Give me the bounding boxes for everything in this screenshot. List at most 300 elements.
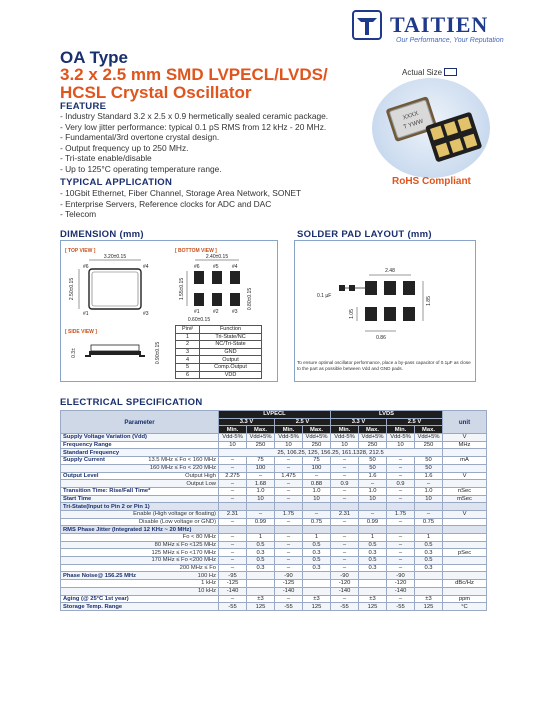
- spec-value: 2.31: [331, 510, 359, 518]
- spec-parameter: [61, 572, 219, 580]
- electrical-heading: ELECTRICAL SPECIFICATION: [60, 397, 203, 408]
- spec-value: –: [387, 464, 415, 472]
- spec-parameter: [61, 487, 219, 495]
- spec-value: Vdd+5%: [359, 434, 387, 442]
- brand-logo: [352, 10, 552, 44]
- spec-value: 125: [247, 603, 275, 611]
- spec-value: –: [219, 549, 247, 557]
- spec-parameter: [61, 510, 219, 518]
- spec-value: –: [247, 472, 275, 480]
- spec-value: -95: [219, 572, 247, 580]
- minmax-header: Min.: [219, 426, 247, 434]
- spec-value: [387, 526, 415, 534]
- spec-value: [359, 587, 387, 595]
- spec-value: 0.75: [303, 518, 331, 526]
- spec-value: –: [387, 557, 415, 565]
- spec-value: 10: [275, 441, 303, 449]
- spec-row: [61, 541, 487, 549]
- spec-parameter-name: Start Time: [63, 495, 92, 502]
- spec-value: ±3: [303, 595, 331, 603]
- spec-unit: V: [443, 472, 487, 480]
- spec-value: [247, 572, 275, 580]
- spec-parameter: [61, 580, 219, 588]
- spec-value: 2.275: [219, 472, 247, 480]
- spec-value: –: [275, 518, 303, 526]
- spec-value: –: [387, 534, 415, 542]
- spec-value: Vdd+5%: [303, 434, 331, 442]
- spec-condition: 170 MHz ≤ Fo <200 MHz: [151, 557, 216, 564]
- spec-value: [303, 580, 331, 588]
- spec-unit: dBc/Hz: [443, 580, 487, 588]
- feature-item: - Fundamental/3rd overtone crystal design.: [60, 132, 220, 143]
- spec-value: 0.5: [359, 541, 387, 549]
- feature-heading: FEATURE: [60, 101, 107, 112]
- spec-unit: V: [443, 510, 487, 518]
- bottom-pin-1: #1: [194, 309, 200, 315]
- spec-value: 1.6: [415, 472, 443, 480]
- spec-parameter: [61, 480, 219, 488]
- spec-parameter: [61, 449, 219, 457]
- solder-pad-heading: SOLDER PAD LAYOUT (mm): [297, 229, 432, 240]
- spec-value: 0.5: [415, 541, 443, 549]
- spec-value: 0.5: [303, 557, 331, 565]
- actual-size-text: Actual Size: [402, 68, 443, 77]
- spec-value: [415, 526, 443, 534]
- spec-parameter: [61, 541, 219, 549]
- spec-value: 1.475: [275, 472, 303, 480]
- spec-value: [247, 503, 275, 511]
- spec-value: [331, 526, 359, 534]
- spec-value: 50: [415, 464, 443, 472]
- solder-pad-note: To ensure optimal oscillator performance, place a by-pass capacitor of 0.1µF as close to the part as possible between Vdd and GND pads.: [297, 360, 471, 372]
- spec-value: –: [275, 457, 303, 465]
- pin-table-header-function: Function: [200, 326, 262, 334]
- spec-value: 10: [359, 495, 387, 503]
- spec-value: –: [387, 541, 415, 549]
- brand-name: TAITIEN: [390, 12, 489, 37]
- spec-value: -55: [275, 603, 303, 611]
- pad-dim-left: 1.05: [349, 309, 355, 319]
- spec-value: –: [331, 472, 359, 480]
- spec-parameter: [61, 534, 219, 542]
- pin-number: 2: [176, 341, 200, 349]
- minmax-header: Max.: [359, 426, 387, 434]
- spec-value: –: [331, 495, 359, 503]
- spec-row: [61, 449, 487, 457]
- application-item: - Telecom: [60, 209, 97, 220]
- side-lead-dim: 0.3±: [71, 348, 77, 358]
- spec-condition: 80 MHz ≤ Fo <125 MHz: [154, 542, 216, 549]
- top-width-dim: 3.20±0.15: [103, 254, 127, 260]
- spec-condition: Enable (High voltage or floating): [133, 511, 216, 518]
- spec-condition: 200 MHz ≤ Fo: [179, 565, 216, 572]
- spec-value: –: [331, 549, 359, 557]
- voltage-header: 2.5 V: [387, 418, 443, 426]
- spec-value: –: [275, 564, 303, 572]
- spec-value: –: [387, 564, 415, 572]
- spec-value: 0.99: [247, 518, 275, 526]
- spec-parameter-name: Phase Noise@ 156.25 MHz: [63, 572, 136, 579]
- bottom-pin-4: #4: [232, 264, 238, 270]
- taitien-logo-icon: [352, 10, 382, 40]
- top-pin-6: #6: [83, 264, 89, 270]
- spec-value: 10: [331, 441, 359, 449]
- spec-row: [61, 480, 487, 488]
- spec-value: –: [275, 480, 303, 488]
- side-height-dim: 0.90±0.15: [155, 341, 161, 365]
- spec-value: 1: [303, 534, 331, 542]
- spec-value: 75: [303, 457, 331, 465]
- spec-value: [247, 587, 275, 595]
- spec-value: –: [387, 595, 415, 603]
- spec-condition: Output Low: [186, 480, 216, 487]
- spec-value: 0.88: [303, 480, 331, 488]
- spec-value: [275, 526, 303, 534]
- feature-item: - Very low jitter performance: typical 0.1 pS RMS from 12 kHz - 20 MHz.: [60, 121, 327, 132]
- spec-unit: [443, 587, 487, 595]
- spec-value: 1.75: [275, 510, 303, 518]
- pin-function: Comp.Output: [200, 363, 262, 371]
- spec-value: 0.3: [303, 549, 331, 557]
- group-header-lvpecl: LVPECL: [219, 411, 331, 419]
- spec-unit: pSec: [443, 549, 487, 557]
- bottom-view-label: [ BOTTOM VIEW ]: [175, 248, 217, 254]
- chip-mark-2: T YWW: [402, 118, 425, 131]
- spec-unit: [443, 534, 487, 542]
- rohs-compliant-label: RoHS Compliant: [392, 176, 471, 187]
- spec-value: –: [387, 518, 415, 526]
- spec-row: [61, 603, 487, 611]
- spec-value: 50: [359, 457, 387, 465]
- spec-value: –: [303, 472, 331, 480]
- spec-value: 0.5: [247, 541, 275, 549]
- spec-value: -140: [387, 587, 415, 595]
- spec-value: 10: [247, 495, 275, 503]
- spec-condition: Fo < 80 MHz: [182, 534, 216, 541]
- spec-value: 0.99: [359, 518, 387, 526]
- spec-value: -120: [331, 580, 359, 588]
- pad-width-dim: 0.60±0.15: [187, 317, 211, 323]
- spec-value: 250: [415, 441, 443, 449]
- spec-parameter-name: Standard Frequency: [63, 449, 120, 456]
- pin-function: GND: [200, 348, 262, 356]
- spec-row: [61, 503, 487, 511]
- spec-condition: 13.5 MHz ≤ Fo < 160 MHz: [148, 457, 216, 464]
- spec-row: [61, 441, 487, 449]
- bottom-height-dim: 1.55±0.15: [179, 277, 185, 301]
- spec-value: 250: [303, 441, 331, 449]
- spec-row: [61, 580, 487, 588]
- spec-row: [61, 495, 487, 503]
- oscillator-chips-image: [382, 96, 486, 170]
- spec-value: –: [219, 480, 247, 488]
- spec-parameter-name: Transition Time: Rise/Fall Time*: [63, 488, 151, 495]
- spec-value: –: [219, 518, 247, 526]
- spec-parameter: [61, 557, 219, 565]
- dimension-heading: DIMENSION (mm): [60, 229, 144, 240]
- spec-value: 0.5: [247, 557, 275, 565]
- param-header: Parameter: [61, 411, 219, 434]
- feature-item: - Output frequency up to 250 MHz.: [60, 142, 189, 153]
- spec-value: [303, 503, 331, 511]
- spec-value: 2.31: [219, 510, 247, 518]
- spec-value: –: [275, 495, 303, 503]
- minmax-header: Max.: [247, 426, 275, 434]
- spec-value: 1.75: [387, 510, 415, 518]
- spec-value: –: [275, 487, 303, 495]
- spec-value: [331, 503, 359, 511]
- spec-value: Vdd+5%: [415, 434, 443, 442]
- spec-value: Vdd-5%: [331, 434, 359, 442]
- pin-number: 4: [176, 356, 200, 364]
- spec-value: 0.5: [359, 557, 387, 565]
- pin-number: 5: [176, 363, 200, 371]
- spec-value: –: [331, 564, 359, 572]
- spec-row: [61, 557, 487, 565]
- spec-value: 1: [247, 534, 275, 542]
- pin-row: [176, 363, 262, 371]
- spec-value: [387, 503, 415, 511]
- pin-row: [176, 356, 262, 364]
- spec-unit: [443, 464, 487, 472]
- spec-value: [247, 580, 275, 588]
- spec-unit: V: [443, 434, 487, 442]
- pin-function: NC/Tri-State: [200, 341, 262, 349]
- top-pin-1: #1: [83, 311, 89, 317]
- spec-value: –: [331, 541, 359, 549]
- pin-row: [176, 348, 262, 356]
- minmax-header: Max.: [303, 426, 331, 434]
- spec-value: 10: [219, 441, 247, 449]
- spec-unit: nSec: [443, 487, 487, 495]
- spec-unit: [443, 480, 487, 488]
- spec-parameter: [61, 441, 219, 449]
- spec-value: [219, 526, 247, 534]
- spec-value: -120: [387, 580, 415, 588]
- product-title-line-1: 3.2 x 2.5 mm SMD LVPECL/LVDS/: [60, 65, 328, 84]
- spec-parameter: [61, 564, 219, 572]
- spec-row: [61, 534, 487, 542]
- spec-parameter-name: Supply Current: [63, 457, 105, 464]
- spec-value: –: [275, 534, 303, 542]
- spec-unit: [443, 518, 487, 526]
- group-header-lvds: LVDS: [331, 411, 443, 419]
- spec-row: [61, 472, 487, 480]
- pin-function: VDD: [200, 371, 262, 379]
- pad-height-dim: 0.80±0.15: [247, 287, 253, 311]
- bottom-width-dim: 2.40±0.15: [205, 254, 229, 260]
- bottom-pin-6: #6: [194, 264, 200, 270]
- minmax-header: Min.: [275, 426, 303, 434]
- spec-parameter: [61, 472, 219, 480]
- top-pin-3: #3: [143, 311, 149, 317]
- spec-value: [303, 526, 331, 534]
- spec-condition: 125 MHz ≤ Fo <170 MHz: [151, 549, 216, 556]
- spec-unit: °C: [443, 603, 487, 611]
- spec-value: -125: [275, 580, 303, 588]
- spec-value: 0.9: [387, 480, 415, 488]
- spec-value: 0.3: [247, 549, 275, 557]
- chip-mark-1: XXXX: [402, 110, 420, 122]
- electrical-spec-table: [60, 410, 487, 611]
- spec-value: –: [247, 510, 275, 518]
- spec-value: –: [331, 534, 359, 542]
- spec-value: –: [331, 464, 359, 472]
- spec-parameter: [61, 595, 219, 603]
- spec-value: –: [303, 510, 331, 518]
- spec-unit: [443, 503, 487, 511]
- spec-value: 1.6: [359, 472, 387, 480]
- spec-value: –: [219, 487, 247, 495]
- spec-value: 1.0: [359, 487, 387, 495]
- actual-size-box: [444, 68, 457, 76]
- spec-condition: Disable (Low voltage or GND): [139, 518, 216, 525]
- spec-value: ±3: [359, 595, 387, 603]
- spec-row: [61, 549, 487, 557]
- spec-value: –: [359, 510, 387, 518]
- feature-item: - Industry Standard 3.2 x 2.5 x 0.9 hermetically sealed ceramic package.: [60, 111, 329, 121]
- spec-value: [303, 587, 331, 595]
- spec-condition: Output High: [185, 472, 216, 479]
- top-pin-4: #4: [143, 264, 149, 270]
- top-view-label: [ TOP VIEW ]: [65, 248, 96, 254]
- voltage-header: 3.3 V: [219, 418, 275, 426]
- pin-function: Tri-State/NC: [200, 333, 262, 341]
- spec-value: 125: [415, 603, 443, 611]
- pad-dim-right: 1.85: [426, 296, 432, 306]
- spec-value: –: [219, 541, 247, 549]
- spec-row: [61, 518, 487, 526]
- spec-value: -140: [331, 587, 359, 595]
- spec-parameter: [61, 464, 219, 472]
- solder-pad-panel: [294, 240, 476, 382]
- spec-value: 250: [359, 441, 387, 449]
- spec-value: –: [387, 549, 415, 557]
- application-list: [60, 188, 301, 220]
- spec-row: [61, 457, 487, 465]
- spec-parameter-name: Supply Voltage Variation (Vdd): [63, 434, 147, 441]
- spec-value: 1: [359, 534, 387, 542]
- spec-row: [61, 487, 487, 495]
- spec-value: [359, 572, 387, 580]
- spec-value: –: [219, 495, 247, 503]
- spec-value: –: [219, 564, 247, 572]
- spec-parameter-name: Tri-State(Input to Pin 2 or Pin 1): [63, 503, 150, 510]
- spec-value: 1.68: [247, 480, 275, 488]
- spec-value: 100: [303, 464, 331, 472]
- spec-value: ±3: [415, 595, 443, 603]
- spec-parameter: [61, 549, 219, 557]
- spec-parameter: [61, 495, 219, 503]
- spec-row: [61, 434, 487, 442]
- application-item: - Enterprise Servers, Reference clocks for ADC and DAC: [60, 198, 272, 209]
- spec-value: -140: [219, 587, 247, 595]
- spec-parameter: [61, 503, 219, 511]
- spec-value: –: [275, 595, 303, 603]
- spec-value: 0.3: [415, 564, 443, 572]
- spec-value: –: [275, 557, 303, 565]
- spec-value: 0.75: [415, 518, 443, 526]
- minmax-header: Min.: [387, 426, 415, 434]
- spec-value: [359, 526, 387, 534]
- spec-value: –: [387, 487, 415, 495]
- spec-value: –: [219, 534, 247, 542]
- spec-value: 0.3: [415, 549, 443, 557]
- side-view-label: [ SIDE VIEW ]: [65, 329, 97, 335]
- spec-value: Vdd+5%: [247, 434, 275, 442]
- spec-value: 0.9: [331, 480, 359, 488]
- spec-parameter: [61, 587, 219, 595]
- spec-unit: mA: [443, 457, 487, 465]
- feature-item: - Up to 125°C operating temperature range.: [60, 163, 222, 174]
- bottom-pin-2: #2: [213, 309, 219, 315]
- spec-value: 50: [415, 457, 443, 465]
- spec-parameter: [61, 518, 219, 526]
- spec-value: 10: [415, 495, 443, 503]
- spec-value: -90: [331, 572, 359, 580]
- pin-number: 3: [176, 348, 200, 356]
- spec-value: -125: [219, 580, 247, 588]
- spec-value: 0.3: [359, 564, 387, 572]
- spec-value: 125: [359, 603, 387, 611]
- spec-value: –: [331, 518, 359, 526]
- pin-function-table: [175, 325, 262, 379]
- spec-value: [303, 572, 331, 580]
- spec-value: 75: [247, 457, 275, 465]
- minmax-header: Max.: [415, 426, 443, 434]
- spec-row: [61, 464, 487, 472]
- spec-unit: MHz: [443, 441, 487, 449]
- spec-value: –: [331, 557, 359, 565]
- spec-unit: mSec: [443, 495, 487, 503]
- spec-value: –: [275, 549, 303, 557]
- spec-parameter-name: RMS Phase Jitter (Integrated 12 KHz ~ 20 MHz): [63, 526, 192, 533]
- feature-item: - Tri-state enable/disable: [60, 153, 152, 164]
- spec-row: [61, 510, 487, 518]
- spec-parameter-name: Output Level: [63, 472, 99, 479]
- spec-parameter: [61, 457, 219, 465]
- actual-size-label: [400, 68, 459, 77]
- dimension-drawing-panel: [60, 240, 278, 382]
- spec-parameter: [61, 603, 219, 611]
- bottom-pin-5: #5: [213, 264, 219, 270]
- spec-value: 1.0: [247, 487, 275, 495]
- spec-value: –: [415, 510, 443, 518]
- spec-parameter-name: Frequency Range: [63, 442, 112, 449]
- spec-value: -140: [275, 587, 303, 595]
- spec-value: –: [275, 464, 303, 472]
- spec-value: 250: [247, 441, 275, 449]
- spec-value: -90: [275, 572, 303, 580]
- unit-header: unit: [443, 411, 487, 434]
- spec-value: 0.3: [303, 564, 331, 572]
- pin-row: [176, 371, 262, 379]
- spec-value: [415, 572, 443, 580]
- spec-value: -55: [331, 603, 359, 611]
- spec-value: –: [331, 457, 359, 465]
- voltage-header: 3.3 V: [331, 418, 387, 426]
- pin-row: [176, 341, 262, 349]
- capacitor-label: 0.1 µF: [317, 293, 332, 299]
- spec-value: -55: [219, 603, 247, 611]
- pin-table-header-pin: Pin#: [176, 326, 200, 334]
- bottom-pin-3: #3: [232, 309, 238, 315]
- pad-dim-top: 2.48: [385, 268, 395, 274]
- spec-value: 0.5: [303, 541, 331, 549]
- spec-unit: [443, 526, 487, 534]
- spec-value: 25, 106.25, 125, 156.25, 161.1328, 212.5: [219, 449, 443, 457]
- spec-value: –: [219, 464, 247, 472]
